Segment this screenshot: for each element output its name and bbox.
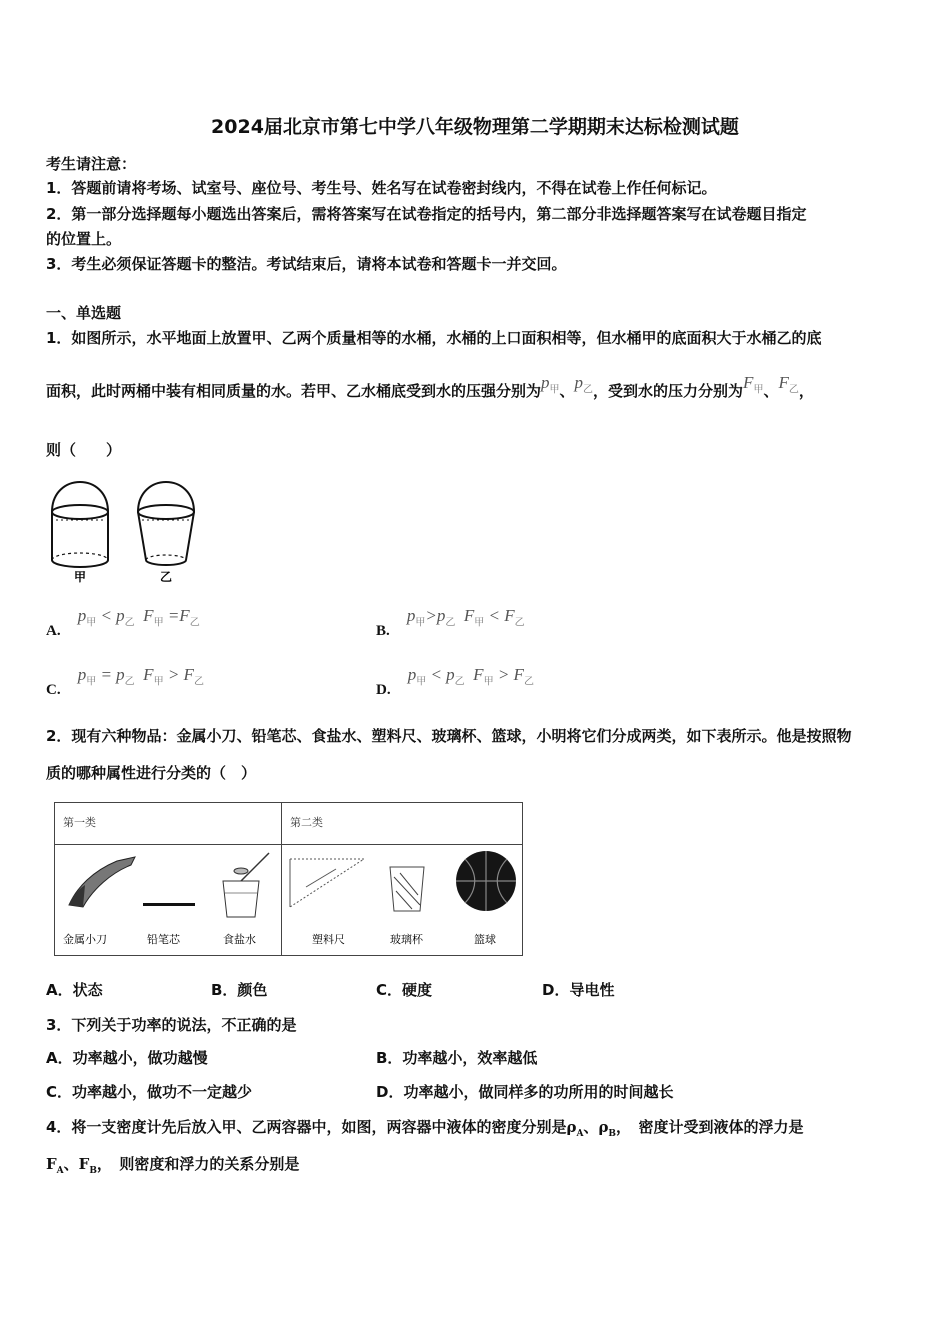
q3-option-d[interactable]: D．功率越小，做同样多的功所用的时间越长	[376, 1083, 674, 1101]
item-knife-label: 金属小刀	[63, 933, 107, 946]
notice-heading: 考生请注意：	[46, 155, 137, 173]
bucket-jia-label: 甲	[74, 570, 87, 584]
class1-items-cell	[55, 845, 282, 956]
knife-icon	[69, 857, 135, 907]
classification-table	[54, 802, 523, 956]
pencil-lead-icon	[143, 903, 195, 906]
q2-option-c[interactable]: C．硬度	[376, 981, 433, 999]
item-pencil-lead-label: 铅笔芯	[147, 933, 180, 946]
q3-option-b[interactable]: B．功率越小，效率越低	[376, 1049, 538, 1067]
q3-option-a[interactable]: A．功率越小，做功越慢	[46, 1049, 208, 1067]
q2-option-d[interactable]: D．导电性	[542, 981, 615, 999]
basketball-icon	[456, 851, 516, 911]
section-heading: 一、单选题	[46, 304, 122, 322]
q3-option-c[interactable]: C．功率越小，做功不一定越少	[46, 1083, 253, 1101]
glass-cup-icon	[390, 867, 424, 911]
q1-option-d[interactable]: D. $p_甲 < p_乙$ $F_甲 > F_乙$	[376, 665, 534, 698]
plastic-ruler-icon	[290, 859, 364, 907]
q1-option-b[interactable]: B. $p_甲>p_乙$ $F_甲 < F_乙$	[376, 606, 525, 639]
salt-water-icon	[223, 853, 269, 917]
q2-stem-line2: 质的哪种属性进行分类的（ ）	[46, 764, 257, 782]
class1-header-cell: 第一类	[55, 803, 282, 845]
notice-item-3: 3．考生必须保证答题卡的整洁。考试结束后，请将本试卷和答题卡一并交回。	[46, 255, 567, 273]
bucket-yi-label: 乙	[160, 570, 173, 584]
item-basketball-label: 篮球	[474, 933, 496, 946]
item-plastic-ruler-label: 塑料尺	[312, 933, 345, 946]
q1-stem-line2: 面积，此时两桶中装有相同质量的水。若甲、乙水桶底受到水的压强分别为$p_甲$、$p_乙$，受到水的压力分别为$F_甲$、$F_乙$，	[46, 373, 814, 400]
q1-option-c[interactable]: C. $p_甲 = p_乙$ $F_甲 > F_乙$	[46, 665, 204, 698]
bucket-yi-rim	[138, 505, 194, 519]
page-title: 2024届北京市第七中学八年级物理第二学期期末达标检测试题	[211, 116, 739, 138]
bucket-yi-bottom	[146, 560, 186, 565]
notice-item-1: 1．答题前请将考场、试室号、座位号、考生号、姓名写在试卷密封线内，不得在试卷上作任何标记。	[46, 179, 717, 197]
notice-item-2-cont: 的位置上。	[46, 230, 122, 248]
q2-option-b[interactable]: B．颜色	[211, 981, 268, 999]
q2-option-a[interactable]: A．状态	[46, 981, 103, 999]
q2-stem-line1: 2．现有六种物品：金属小刀、铅笔芯、食盐水、塑料尺、玻璃杯、篮球，小明将它们分成两类，如下表所示。他是按照物	[46, 727, 852, 745]
q4-stem-line1: 4．将一支密度计先后放入甲、乙两容器中，如图，两容器中液体的密度分别是$\rho_A$、$\rho_B$， 密度计受到液体的浮力是	[46, 1118, 804, 1139]
q1-option-a[interactable]: A. $p_甲 < p_乙$ $F_甲 =F_乙$	[46, 606, 200, 639]
class2-header-cell: 第二类	[282, 803, 523, 845]
q1-stem-line3: 则（ ）	[46, 441, 122, 459]
notice-item-2: 2．第一部分选择题每小题选出答案后，需将答案写在试卷指定的括号内，第二部分非选择题答案写在试卷题目指定	[46, 205, 807, 223]
q4-stem-line2: $F_A$、$F_B$， 则密度和浮力的关系分别是	[46, 1155, 300, 1176]
q1-stem-line1: 1．如图所示，水平地面上放置甲、乙两个质量相等的水桶，水桶的上口面积相等，但水桶甲的底面积大于水桶乙的底	[46, 329, 822, 347]
item-glass-cup-label: 玻璃杯	[390, 933, 423, 946]
item-salt-water-label: 食盐水	[223, 933, 256, 946]
q3-stem: 3．下列关于功率的说法，不正确的是	[46, 1016, 297, 1034]
class2-items-cell	[282, 845, 523, 956]
bucket-figure	[44, 480, 204, 588]
bucket-jia-bottom	[52, 560, 108, 567]
bucket-jia-rim	[52, 505, 108, 519]
